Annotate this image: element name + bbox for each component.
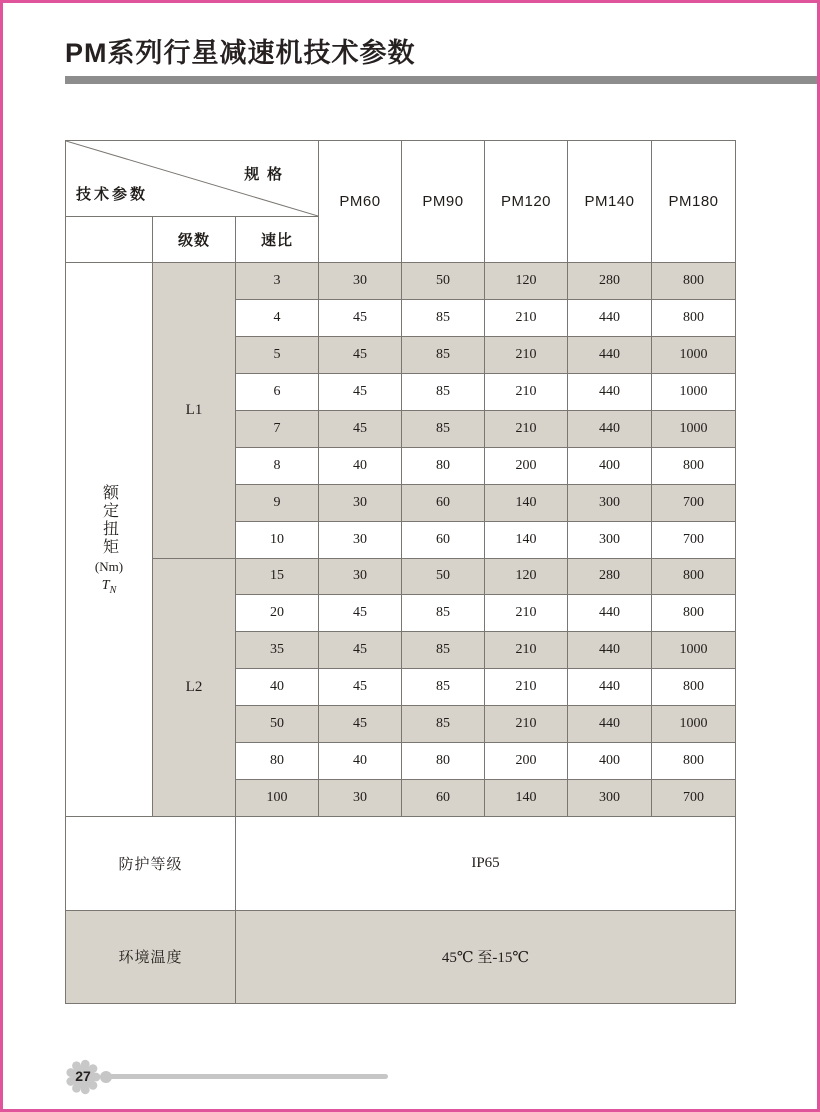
- value-cell: 440: [568, 373, 652, 410]
- corner-label-parameters: 技术参数: [76, 187, 149, 203]
- value-cell: 45: [319, 299, 402, 336]
- value-cell: 1000: [652, 632, 736, 669]
- value-cell: 60: [402, 484, 485, 521]
- value-cell: 50: [402, 558, 485, 595]
- value-cell: 80: [402, 447, 485, 484]
- value-cell: 1000: [652, 706, 736, 743]
- value-cell: 80: [402, 743, 485, 780]
- value-cell: 30: [319, 780, 402, 817]
- value-cell: 440: [568, 299, 652, 336]
- value-cell: 440: [568, 336, 652, 373]
- page-number: 27: [75, 1068, 91, 1084]
- value-cell: 800: [652, 447, 736, 484]
- ratio-cell: 4: [236, 299, 319, 336]
- ratio-cell: 9: [236, 484, 319, 521]
- value-cell: 45: [319, 373, 402, 410]
- subheader-stage: 级数: [153, 217, 236, 263]
- value-cell: 210: [485, 299, 568, 336]
- value-cell: 30: [319, 263, 402, 300]
- spec-table: [65, 140, 736, 1004]
- ambient-temperature-value: 45℃ 至-15℃: [236, 910, 736, 1003]
- corner-header-cell: [66, 141, 319, 217]
- value-cell: 140: [485, 484, 568, 521]
- value-cell: 45: [319, 595, 402, 632]
- spec-row: [66, 558, 736, 595]
- subheader-empty-cell: [66, 217, 153, 263]
- value-cell: 440: [568, 669, 652, 706]
- spec-row: [66, 263, 736, 300]
- ratio-cell: 50: [236, 706, 319, 743]
- footer-rows: [66, 817, 736, 1004]
- ratio-cell: 40: [236, 669, 319, 706]
- model-column-header: PM90: [402, 141, 485, 263]
- value-cell: 85: [402, 410, 485, 447]
- value-cell: 700: [652, 521, 736, 558]
- value-cell: 45: [319, 336, 402, 373]
- value-cell: 85: [402, 336, 485, 373]
- footer-rule-line: [107, 1074, 388, 1079]
- ratio-cell: 3: [236, 263, 319, 300]
- value-cell: 210: [485, 669, 568, 706]
- protection-grade-value: IP65: [236, 817, 736, 910]
- value-cell: 140: [485, 780, 568, 817]
- value-cell: 85: [402, 373, 485, 410]
- value-cell: 210: [485, 595, 568, 632]
- value-cell: 50: [402, 263, 485, 300]
- value-cell: 45: [319, 706, 402, 743]
- value-cell: 60: [402, 780, 485, 817]
- model-column-header: PM180: [652, 141, 736, 263]
- ratio-cell: 5: [236, 336, 319, 373]
- value-cell: 210: [485, 410, 568, 447]
- model-column-header: PM120: [485, 141, 568, 263]
- value-cell: 120: [485, 263, 568, 300]
- value-cell: 800: [652, 743, 736, 780]
- ambient-temperature-label: 环境温度: [66, 910, 236, 1003]
- data-rows: [66, 263, 736, 817]
- value-cell: 30: [319, 484, 402, 521]
- value-cell: 440: [568, 595, 652, 632]
- torque-symbol: $T_N$: [101, 577, 117, 596]
- value-cell: 300: [568, 521, 652, 558]
- value-cell: 440: [568, 632, 652, 669]
- value-cell: 280: [568, 263, 652, 300]
- value-cell: 30: [319, 558, 402, 595]
- rated-torque-label: 额定扭矩 (Nm) $T_N$: [94, 483, 124, 596]
- stage-cell: L1: [153, 263, 236, 559]
- protection-grade-row: [66, 817, 736, 910]
- model-column-header: PM140: [568, 141, 652, 263]
- value-cell: 800: [652, 669, 736, 706]
- value-cell: 800: [652, 263, 736, 300]
- value-cell: 700: [652, 780, 736, 817]
- value-cell: 440: [568, 706, 652, 743]
- value-cell: 210: [485, 706, 568, 743]
- value-cell: 1000: [652, 336, 736, 373]
- value-cell: 210: [485, 632, 568, 669]
- subheader-ratio: 速比: [236, 217, 319, 263]
- value-cell: 85: [402, 669, 485, 706]
- value-cell: 1000: [652, 373, 736, 410]
- title-underline-bar: [65, 76, 817, 84]
- value-cell: 800: [652, 558, 736, 595]
- value-cell: 60: [402, 521, 485, 558]
- value-cell: 30: [319, 521, 402, 558]
- value-cell: 85: [402, 706, 485, 743]
- value-cell: 1000: [652, 410, 736, 447]
- ratio-cell: 10: [236, 521, 319, 558]
- model-column-header: PM60: [319, 141, 402, 263]
- value-cell: 300: [568, 780, 652, 817]
- value-cell: 45: [319, 410, 402, 447]
- value-cell: 440: [568, 410, 652, 447]
- ratio-cell: 8: [236, 447, 319, 484]
- ratio-cell: 6: [236, 373, 319, 410]
- value-cell: 85: [402, 632, 485, 669]
- value-cell: 85: [402, 299, 485, 336]
- value-cell: 40: [319, 743, 402, 780]
- page-title: PM系列行星减速机技术参数: [65, 38, 416, 68]
- value-cell: 200: [485, 743, 568, 780]
- value-cell: 300: [568, 484, 652, 521]
- value-cell: 700: [652, 484, 736, 521]
- rated-torque-label-cell: [66, 263, 153, 817]
- stage-cell: L2: [153, 558, 236, 817]
- value-cell: 210: [485, 336, 568, 373]
- value-cell: 45: [319, 669, 402, 706]
- value-cell: 210: [485, 373, 568, 410]
- ratio-cell: 35: [236, 632, 319, 669]
- value-cell: 800: [652, 595, 736, 632]
- value-cell: 200: [485, 447, 568, 484]
- ratio-cell: 15: [236, 558, 319, 595]
- value-cell: 140: [485, 521, 568, 558]
- value-cell: 280: [568, 558, 652, 595]
- value-cell: 400: [568, 447, 652, 484]
- ratio-cell: 80: [236, 743, 319, 780]
- value-cell: 45: [319, 632, 402, 669]
- protection-grade-label: 防护等级: [66, 817, 236, 910]
- value-cell: 40: [319, 447, 402, 484]
- ratio-cell: 7: [236, 410, 319, 447]
- ambient-temperature-row: [66, 910, 736, 1003]
- value-cell: 400: [568, 743, 652, 780]
- header-row: [66, 141, 736, 217]
- ratio-cell: 100: [236, 780, 319, 817]
- value-cell: 120: [485, 558, 568, 595]
- ratio-cell: 20: [236, 595, 319, 632]
- value-cell: 85: [402, 595, 485, 632]
- value-cell: 800: [652, 299, 736, 336]
- corner-label-spec: 规 格: [244, 167, 285, 183]
